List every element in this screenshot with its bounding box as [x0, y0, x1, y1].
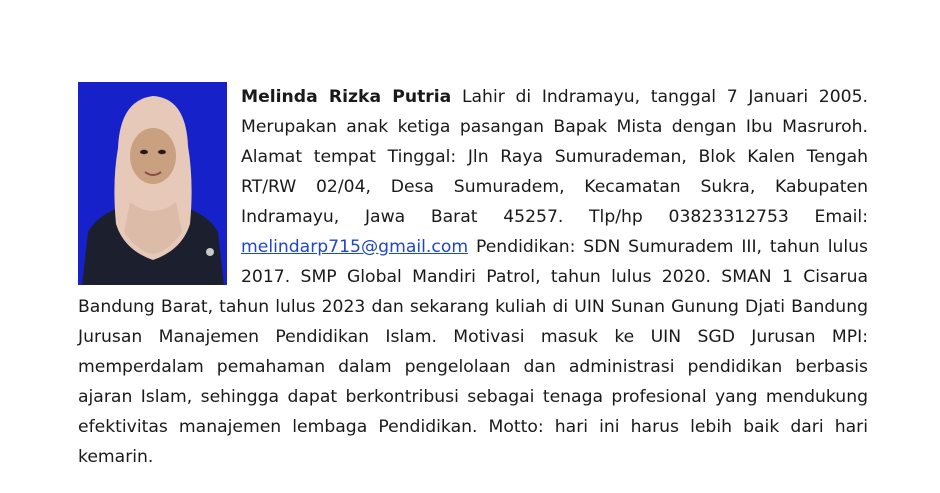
bio-text-intro: Lahir di Indramayu, tanggal 7 Januari 2005. Merupakan anak ketiga pasangan Bapak Mista dengan Ibu Masruroh. Alamat tempat Tinggal: Jln Raya Sumurademan, Blok Kalen Tengah RT/RW 02/04, Desa Sumuradem, Kecamatan Sukra, Kabupaten Indramayu, Jawa Barat 45257. Tlp/hp 03823312753 Email: [241, 87, 868, 227]
profile-photo [78, 82, 227, 285]
bio-text-education: Pendidikan: SDN Sumuradem III, tahun lulus 2017. SMP Global Mandiri Patrol, tahun lulus 2020. SMAN 1 Cisarua Bandung Barat, tahun lulus 2023 dan sekarang kuliah di UIN Sunan Gunung Djati Bandung Jurusan Manajemen Pendidikan Islam. Motivasi masuk ke UIN SGD Jurusan MPI: memperdalam pemahaman dalam pengelolaan dan administrasi pendidikan berbasis ajaran Islam, sehingga dapat berkontribusi sebagai tenaga profesional yang mendukung efektivitas manajemen lembaga Pendidikan. Motto: hari ini harus lebih baik dari hari kemarin. [78, 237, 868, 467]
email-link[interactable]: melindarp715@gmail.com [241, 237, 469, 257]
person-name: Melinda Rizka Putria [241, 87, 452, 107]
biography-paragraph [78, 82, 868, 472]
